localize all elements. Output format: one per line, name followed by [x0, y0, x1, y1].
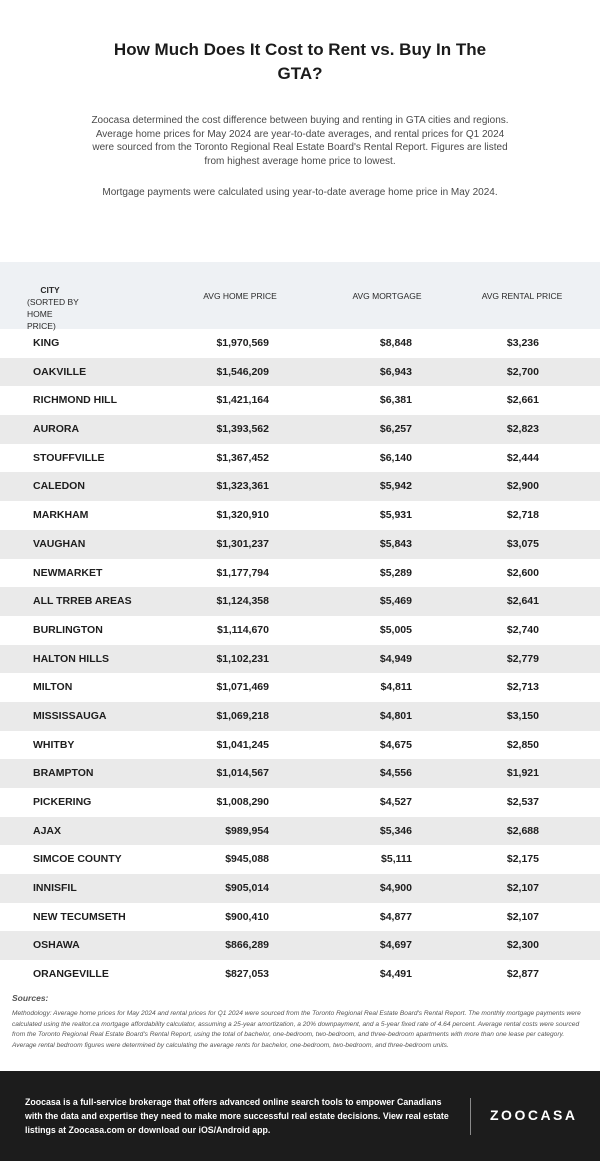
- header-city: CITY (SORTED BY HOME PRICE): [27, 284, 81, 332]
- mortgage-cell: $5,843: [379, 537, 412, 550]
- methodology-text: Methodology: Average home prices for May 2024 and rental prices for Q1 2024 were sourced from the Toronto Regional Real Estate Board's Rental Report. The monthly mortgage payments were calculated using the realtor.ca mortgage affordability calculator, assuming a 25-year amortization, a 20% downpayment, and a 5-year fixed rate of 4.64 percent. Average rental costs were sourced from the Toronto Regional Real Estate Board's Rental Report, using the total of bachelor, one-bedroom, two-bedroom, and three-bedroom apartments with more than one lease per category. Average rental bedroom figures were determined by calculating the average rents for bachelor, one-bedroom, two-bedroom, and three-bedroom units.: [12, 1010, 581, 1049]
- table-row: [0, 731, 600, 760]
- rental-price-cell: $2,850: [506, 738, 539, 751]
- city-cell: KING: [33, 337, 60, 349]
- rental-price-cell: $3,150: [506, 709, 539, 722]
- home-price-cell: $1,014,567: [216, 767, 269, 780]
- home-price-cell: $1,069,218: [216, 709, 269, 722]
- home-price-cell: $905,014: [225, 882, 269, 895]
- city-cell: AJAX: [33, 824, 62, 837]
- rental-price-cell: $2,877: [506, 968, 539, 981]
- home-price-cell: $1,102,231: [216, 652, 269, 665]
- sources-label: Sources:: [12, 993, 49, 1003]
- home-price-cell: $1,301,237: [216, 537, 269, 550]
- header-rental-price: AVG RENTAL PRICE: [481, 291, 563, 301]
- footer: [0, 1071, 600, 1161]
- home-price-cell: $1,546,209: [216, 365, 269, 378]
- home-price-cell: $1,970,569: [216, 337, 269, 349]
- table-row: [0, 788, 600, 817]
- home-price-cell: $1,124,358: [216, 595, 269, 608]
- table-row: [0, 960, 600, 989]
- rental-price-cell: $2,444: [506, 451, 539, 464]
- mortgage-cell: $4,491: [379, 968, 412, 981]
- home-price-cell: $827,053: [225, 968, 269, 981]
- city-cell: BURLINGTON: [33, 623, 103, 636]
- table-row: [0, 358, 600, 387]
- table-row: [0, 501, 600, 530]
- city-cell: WHITBY: [33, 738, 75, 751]
- rental-price-cell: $2,537: [506, 796, 539, 808]
- rental-price-cell: $2,740: [506, 623, 539, 636]
- rental-price-cell: $3,236: [506, 337, 539, 349]
- mortgage-cell: $5,005: [379, 623, 412, 636]
- table-row: [0, 931, 600, 960]
- mortgage-cell: $4,900: [379, 882, 412, 895]
- table-row: [0, 329, 600, 358]
- mortgage-cell: $4,801: [379, 709, 412, 722]
- home-price-cell: $945,088: [225, 853, 269, 866]
- home-price-cell: $1,071,469: [216, 681, 269, 694]
- rental-price-cell: $2,700: [506, 365, 539, 378]
- home-price-cell: $989,954: [225, 824, 269, 837]
- home-price-cell: $1,008,290: [216, 796, 269, 808]
- mortgage-cell: $6,381: [379, 394, 412, 407]
- rental-price-cell: $2,641: [506, 595, 539, 608]
- table-row: [0, 444, 600, 473]
- home-price-cell: $1,114,670: [217, 623, 269, 636]
- table-row: [0, 587, 600, 616]
- rental-price-cell: $2,175: [506, 853, 539, 866]
- mortgage-cell: $5,289: [379, 566, 412, 579]
- city-cell: ORANGEVILLE: [33, 968, 109, 981]
- table-row: [0, 874, 600, 903]
- table-row: [0, 673, 600, 702]
- table-row: [0, 616, 600, 645]
- mortgage-cell: $5,469: [379, 595, 412, 608]
- header-home-price: AVG HOME PRICE: [203, 291, 277, 301]
- rental-price-cell: $3,075: [506, 537, 539, 550]
- table-row: [0, 645, 600, 674]
- mortgage-cell: $8,848: [379, 337, 412, 349]
- mortgage-cell: $4,697: [379, 939, 412, 952]
- intro-paragraph: Zoocasa determined the cost difference between buying and renting in GTA cities and regions. Average home prices for May 2024 are year-to-date averages, and rental prices for Q1 2024 were sourced from the Toronto Regional Real Estate Board's Rental Report. Figures are listed from highest average home price to lowest.: [91, 115, 509, 167]
- table-row: [0, 386, 600, 415]
- table-row: [0, 702, 600, 731]
- mortgage-cell: $5,942: [379, 480, 412, 493]
- table-row: [0, 903, 600, 932]
- city-cell: MISSISSAUGA: [33, 709, 107, 722]
- home-price-cell: $1,367,452: [216, 451, 269, 464]
- header-mortgage: AVG MORTGAGE: [352, 291, 422, 301]
- home-price-cell: $866,289: [225, 939, 269, 952]
- mortgage-cell: $4,527: [379, 796, 412, 808]
- mortgage-cell: $4,556: [379, 767, 412, 780]
- mortgage-cell: $6,140: [379, 451, 412, 464]
- city-cell: HALTON HILLS: [33, 652, 110, 665]
- rental-price-cell: $2,779: [506, 652, 539, 665]
- mortgage-cell: $4,811: [380, 681, 412, 694]
- rental-price-cell: $2,600: [506, 566, 539, 579]
- table-header: [0, 262, 600, 329]
- home-price-cell: $1,421,164: [216, 394, 269, 407]
- table-row: [0, 472, 600, 501]
- city-cell: PICKERING: [33, 796, 92, 808]
- rental-price-cell: $1,921: [506, 767, 539, 780]
- city-cell: NEWMARKET: [33, 566, 103, 579]
- mortgage-note: Mortgage payments were calculated using year-to-date average home price in May 2024.: [102, 187, 498, 198]
- city-cell: ALL TRREB AREAS: [33, 595, 132, 608]
- city-cell: OSHAWA: [33, 939, 80, 952]
- city-cell: AURORA: [33, 423, 80, 436]
- footer-text: Zoocasa is a full-service brokerage that offers advanced online search tools to empower Canadians with the data and expertise they need to make more successful real estate decisions. View real estate listings at Zoocasa.com or download our iOS/Android app.: [25, 1097, 449, 1135]
- page-title: How Much Does It Cost to Rent vs. Buy In The GTA?: [113, 40, 487, 83]
- city-cell: RICHMOND HILL: [33, 394, 117, 407]
- rental-price-cell: $2,900: [506, 480, 539, 493]
- mortgage-cell: $6,943: [379, 365, 412, 378]
- rental-price-cell: $2,107: [506, 910, 539, 923]
- table-row: [0, 530, 600, 559]
- mortgage-cell: $5,111: [381, 853, 412, 866]
- rental-price-cell: $2,107: [506, 882, 539, 895]
- rental-price-cell: $2,300: [506, 939, 539, 952]
- rental-price-cell: $2,823: [506, 423, 539, 436]
- table-row: [0, 817, 600, 846]
- city-cell: SIMCOE COUNTY: [33, 853, 122, 866]
- home-price-cell: $1,177,794: [216, 566, 269, 579]
- home-price-cell: $1,320,910: [216, 509, 269, 522]
- mortgage-cell: $5,931: [379, 509, 412, 522]
- home-price-cell: $900,410: [225, 910, 269, 923]
- mortgage-cell: $5,346: [379, 824, 412, 837]
- rental-price-cell: $2,688: [506, 824, 539, 837]
- rental-price-cell: $2,661: [506, 394, 539, 407]
- city-cell: VAUGHAN: [33, 537, 86, 550]
- table-row: [0, 845, 600, 874]
- header-city-sub: (SORTED BY HOME PRICE): [27, 297, 79, 331]
- city-cell: STOUFFVILLE: [33, 451, 105, 464]
- city-cell: BRAMPTON: [33, 767, 94, 780]
- city-cell: MILTON: [33, 681, 73, 694]
- city-cell: OAKVILLE: [33, 365, 87, 378]
- zoocasa-logo: ZOOCASA: [490, 1107, 578, 1123]
- rental-price-cell: $2,713: [506, 681, 539, 694]
- footer-divider: [470, 1098, 471, 1135]
- home-price-cell: $1,041,245: [216, 738, 269, 751]
- mortgage-cell: $4,675: [379, 738, 412, 751]
- mortgage-cell: $4,877: [379, 910, 412, 923]
- mortgage-cell: $6,257: [379, 423, 412, 436]
- table-row: [0, 559, 600, 588]
- home-price-cell: $1,393,562: [216, 423, 269, 436]
- sources-section: [12, 993, 588, 1051]
- mortgage-cell: $4,949: [379, 652, 412, 665]
- rental-price-cell: $2,718: [506, 509, 539, 522]
- home-price-cell: $1,323,361: [216, 480, 269, 493]
- table-row: [0, 759, 600, 788]
- table-row: [0, 415, 600, 444]
- city-cell: MARKHAM: [33, 509, 89, 522]
- city-cell: NEW TECUMSETH: [33, 910, 126, 923]
- city-cell: CALEDON: [33, 480, 85, 493]
- table-body: [0, 329, 600, 989]
- city-cell: INNISFIL: [33, 882, 77, 895]
